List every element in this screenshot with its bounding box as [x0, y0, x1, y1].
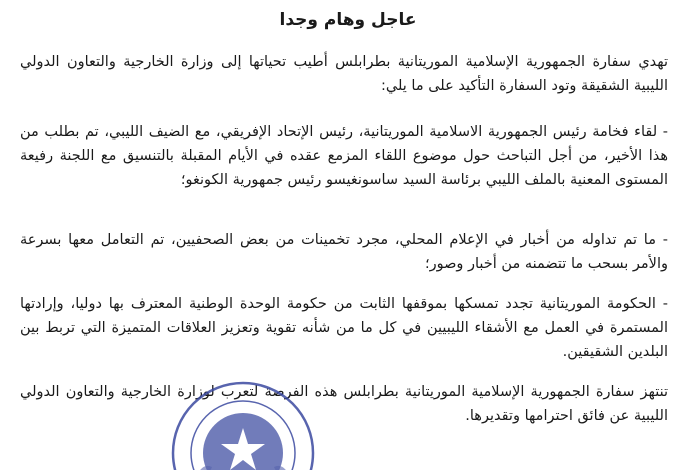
paragraph-closing: تنتهز سفارة الجمهورية الإسلامية الموريتانية بطرابلس هذه الفرصة لتعرب لوزارة الخارجية والتعاون الدولي الليبية عن فائق احترامها وتقديرها. — [20, 384, 668, 424]
embassy-stamp — [168, 378, 318, 470]
paragraph-intro: تهدي سفارة الجمهورية الإسلامية الموريتانية بطرابلس أطيب تحياتها إلى وزارة الخارجية والتعاون الدولي الليبية الشقيقة وتود السفارة التأكيد على ما يلي: — [20, 54, 668, 94]
document-title: عاجل وهام وجدا — [279, 10, 417, 30]
stamp-seal-icon — [168, 378, 318, 470]
paragraph-government: - الحكومة الموريتانية تجدد تمسكها بموقفها الثابت من حكومة الوحدة الوطنية المعترف بها دوليا، وإرادتها المستمرة في العمل مع الأشقاء الليبيين في كل ما من شأنه تقوية وتعزيز العلاقات المتميزة التي تربط بين البلدين الشقيقين. — [20, 296, 668, 360]
paragraph-meeting: - لقاء فخامة رئيس الجمهورية الاسلامية الموريتانية، رئيس الإتحاد الإفريقي، مع الضيف الليبي، تم بطلب من هذا الأخير، من أجل التباحث حول موضوع اللقاء المزمع عقده في الأيام المقبلة بالتنسيق مع اللجنة رفيعة المستوى المعنية بالملف الليبي برئاسة السيد ساسونغيسو رئيس جمهورية الكونغو؛ — [20, 124, 668, 188]
paragraph-media: - ما تم تداوله من أخبار في الإعلام المحلي، مجرد تخمينات من بعض الصحفيين، تم التعامل معها بسرعة والأمر بسحب ما تتضمنه من أخبار وصور؛ — [20, 232, 668, 272]
